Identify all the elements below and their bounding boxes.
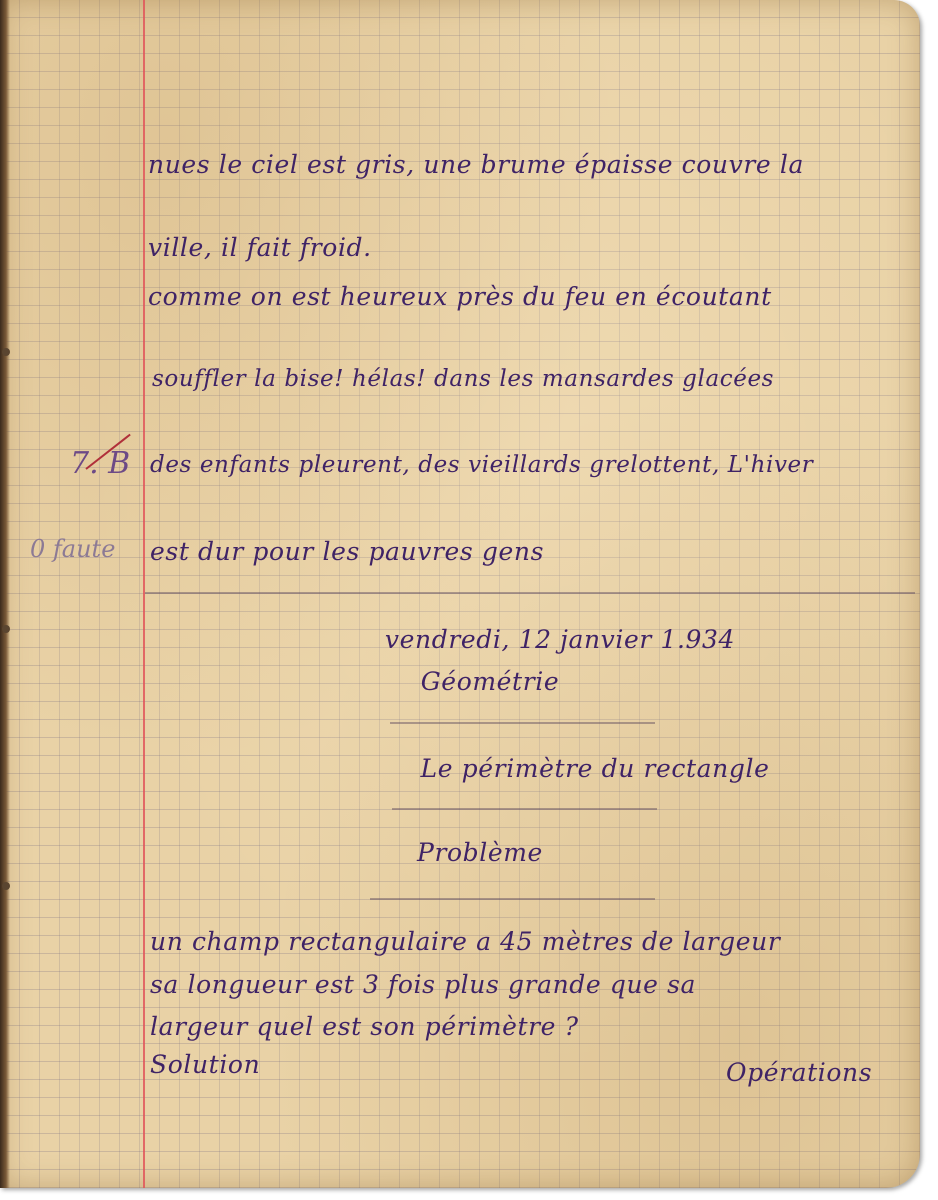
dictation-line-6: est dur pour les pauvres gens	[150, 537, 545, 566]
dictation-line-1: nues le ciel est gris, une brume épaisse couvre la	[148, 150, 804, 179]
lesson-title: Le périmètre du rectangle	[420, 754, 770, 783]
dictation-line-2: ville, il fait froid.	[148, 233, 372, 262]
operations-label: Opérations	[726, 1058, 873, 1087]
lesson-date: vendredi, 12 janvier 1.934	[384, 625, 736, 654]
problem-line-1: un champ rectangulaire a 45 mètres de largeur	[150, 927, 781, 956]
solution-label: Solution	[150, 1050, 261, 1079]
binding-hole	[2, 348, 10, 356]
binding-hole	[2, 882, 10, 890]
binding-hole	[2, 625, 10, 633]
faults-mark: 0 faute	[30, 535, 116, 563]
problem-underline	[370, 898, 655, 900]
notebook-spine	[0, 0, 10, 1188]
lesson-underline	[392, 808, 657, 810]
subject-underline	[390, 722, 655, 724]
dictation-line-5: des enfants pleurent, des vieillards grelottent, L'hiver	[150, 452, 814, 478]
problem-heading: Problème	[417, 838, 543, 867]
section-separator	[145, 592, 915, 594]
subject-title: Géométrie	[420, 667, 560, 696]
dictation-line-3: comme on est heureux près du feu en écoutant	[148, 282, 772, 311]
dictation-line-4: souffler la bise! hélas! dans les mansardes glacées	[152, 366, 775, 392]
grade-mark: 7. B	[70, 446, 131, 481]
problem-line-2: sa longueur est 3 fois plus grande que sa	[150, 970, 697, 999]
margin-line	[143, 0, 145, 1188]
problem-line-3: largeur quel est son périmètre ?	[150, 1012, 579, 1041]
